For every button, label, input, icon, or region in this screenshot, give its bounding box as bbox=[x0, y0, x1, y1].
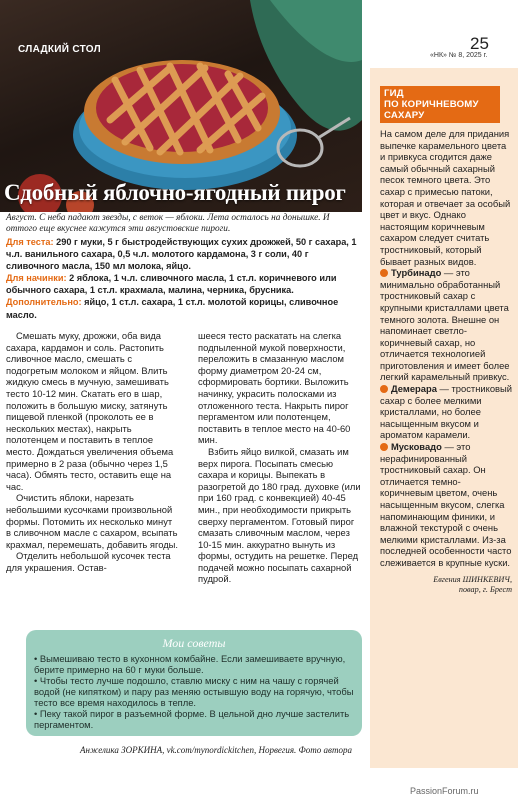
section-label: СЛАДКИЙ СТОЛ bbox=[18, 44, 101, 55]
tips-box bbox=[26, 630, 362, 736]
paragraph: Смешать муку, дрожжи, оба вида сахара, кардамон и соль. Растопить сливочное масло, смешать с подогретым молоком и яйцом. Влить жидкую смесь в мучную, замешивать тесто 10-12 мин. Скатать его в шар, положить в большую миску, затянуть пищевой пленкой (проколоть ее в нескольких местах), накрыть полотенцем и поставить в теплое место. Дождаться увеличения объема примерно в 2 раза (обычно через 1,5 часа). Обмять тесто, оставить еще на час. bbox=[6, 330, 174, 492]
ingredients-dough: Для теста: 290 г муки, 5 г быстродействующих сухих дрожжей, 50 г сахара, 1 ч.л. ванильного сахара, 0,5 ч.л. молотого кардамона, 3 г соли, 40 г сливочного масла, 150 мл молока, яйцо. bbox=[6, 237, 357, 272]
tips-title: Мои советы bbox=[162, 636, 226, 650]
paragraph: Отделить небольшой кусочек теста для украшения. Остав- bbox=[6, 550, 171, 573]
sidebar-signature: Евгения ШИНКЕВИЧ, повар, г. Брест bbox=[433, 574, 512, 594]
tip-item: • Вымешиваю тесто в кухонном комбайне. Если замешиваете вручную, берите примерно на 60 г муки больше. bbox=[34, 653, 354, 675]
body-column-1 bbox=[6, 330, 178, 573]
sugar-type-demerara: Демерара — тростниковый сахар с более мелкими кристаллами, но более насыщенным вкусом и ароматом карамели. bbox=[380, 383, 512, 441]
sugar-type-muscovado: Мусковадо — это нерафинированный тростниковый сахар. Он отличается темно-коричневым цветом, очень насыщенным вкусом, слегка напоминающим финики, и влажной текстурой с очень мелкими кристаллами. Из-за последней особенности часто слеживается в крупные куски. bbox=[380, 441, 512, 568]
sidebar-body bbox=[380, 128, 512, 595]
sidebar-heading: ГИД ПО КОРИЧНЕВОМУ САХАРУ bbox=[380, 86, 500, 123]
tip-item: • Пеку такой пирог в разъемной форме. В цельной дно лучше застелить пергаментом. bbox=[34, 708, 354, 730]
paragraph: шееся тесто раскатать на слегка подпыленной мукой поверхности, переложить в смазанную маслом форму диаметром 20-24 см, сформировать бортики. Выложить начинку, украсить полосками из отложенного теста. Накрыть пирог пергаментом или полотенцем, поставить в теплое место на 40-60 мин. bbox=[198, 330, 351, 446]
ingredients bbox=[6, 236, 362, 321]
tips-list bbox=[34, 653, 354, 730]
bullet-dot-icon bbox=[380, 443, 388, 451]
issue-label: «НК» № 8, 2025 г. bbox=[430, 52, 488, 59]
sidebar-brown-sugar-guide bbox=[370, 68, 518, 768]
author-credit: Анжелика ЗОРКИНА, vk.com/mynordickitchen, Норвегия. Фото автора bbox=[80, 745, 352, 755]
bullet-dot-icon bbox=[380, 269, 388, 277]
article-title: Сдобный яблочно-ягодный пирог bbox=[4, 180, 346, 205]
sidebar-intro: На самом деле для придания выпечке карамельного цвета и привкуса сгодится даже самый обычный сахарный песок темного цвета. Это сахар с примесью патоки, которая и отвечает за особый цвет и вкус. Однако настоящим коричневым сахаром следует считать тростниковый, который бывает разных видов. bbox=[380, 128, 511, 267]
bullet-dot-icon bbox=[380, 385, 388, 393]
article-lead: Август. С неба падают звезды, с веток — яблоки. Лета осталось на донышке. И оттого еще вкуснее кажутся эти августовские пироги. bbox=[6, 213, 330, 234]
paragraph: Очистить яблоки, нарезать небольшими кусочками произвольной формы. Потомить их несколько минут в сливочном масле с сахаром, всыпать крахмал, перемешать, добавить ягоды. bbox=[6, 492, 179, 550]
sugar-type-turbinado: Турбинадо — это минимально обработанный тростниковый сахар с крупными кристаллами цвета темного золота. Внешне он напоминает светло-коричневый сахар, но отличается технологией приготовления и имеет более легкий карамельный привкус. bbox=[380, 267, 510, 383]
ingredients-filling: Для начинки: 2 яблока, 1 ч.л. сливочного масла, 1 ст.л. коричневого или обычного сахара, 1 ст.л. крахмала, малина, черника, брусника. bbox=[6, 273, 337, 296]
page-number: 25 bbox=[470, 34, 489, 53]
watermark: PassionForum.ru bbox=[410, 786, 479, 796]
paragraph: Взбить яйцо вилкой, смазать им верх пирога. Посыпать смесью сахара и корицы. Выпекать в разогретой до 180 град. духовке (или при 160 град. с конвекцией) 40-45 мин., при необходимости прикрыть сверху пергаментом. Готовый пирог смазать сливочным маслом, через 10-15 мин. аккуратно вынуть из формы, остудить на решетке. Перед подачей можно посыпать сахарной пудрой. bbox=[198, 445, 361, 585]
body-column-2 bbox=[198, 330, 364, 585]
ingredients-extra: Дополнительно: яйцо, 1 ст.л. сахара, 1 ст.л. молотой корицы, сливочное масло. bbox=[6, 297, 339, 320]
tip-item: • Чтобы тесто лучше подошло, ставлю миску с ним на чашу с горячей водой (не кипятком) и пару раз меняю остывшую воду на горячую, чтобы тесто все время находилось в тепле. bbox=[34, 675, 354, 708]
